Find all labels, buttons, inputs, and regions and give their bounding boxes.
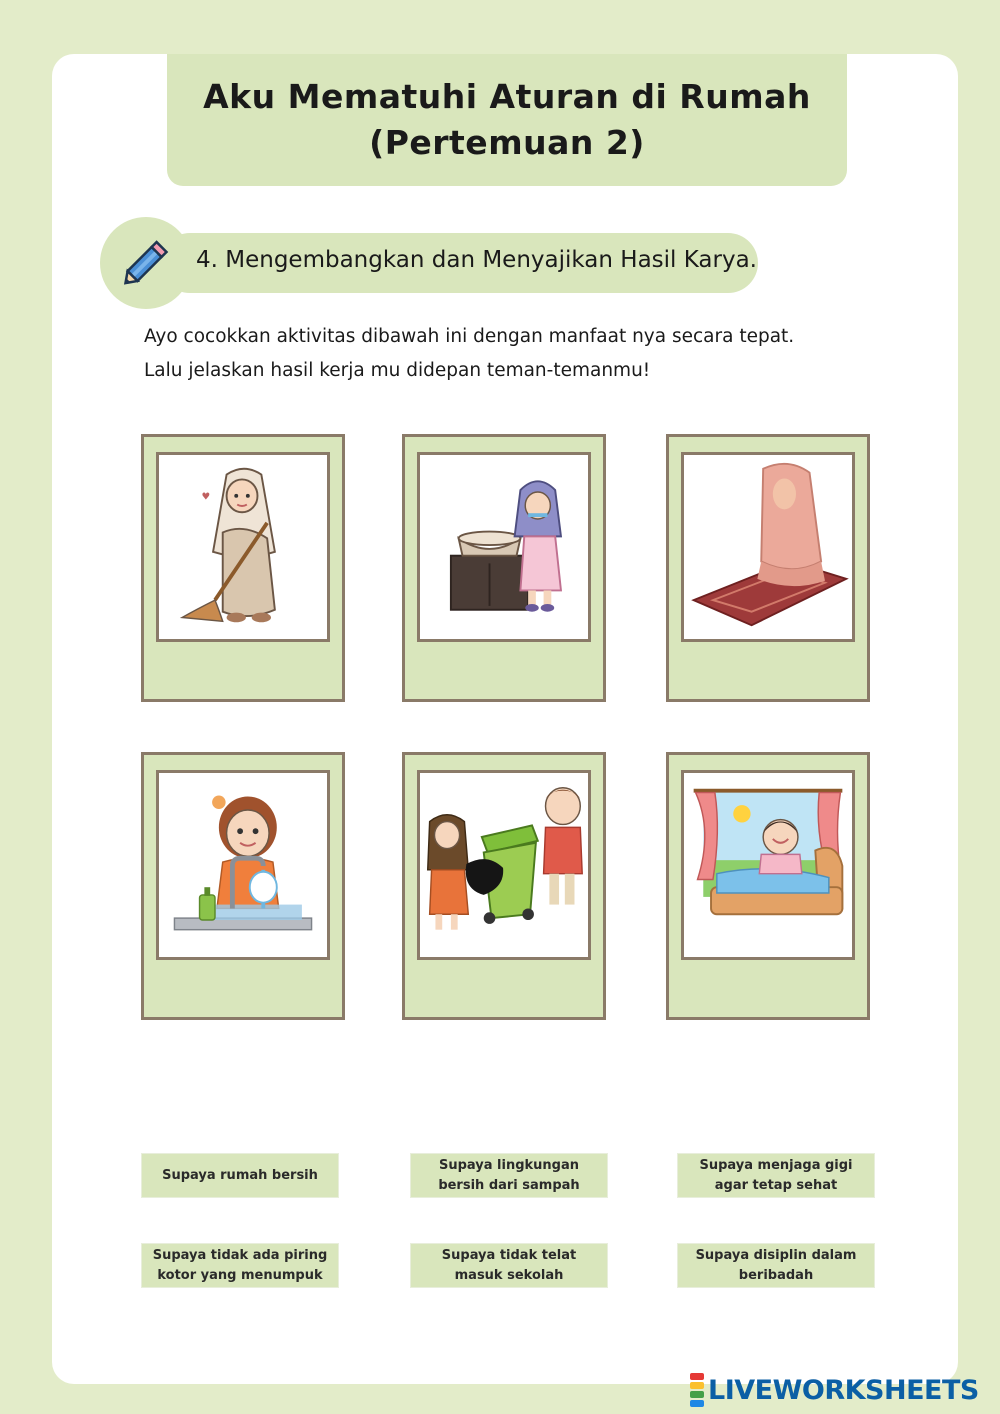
answer-text: bersih dari sampah <box>438 1177 580 1193</box>
pencil-icon <box>118 236 174 292</box>
activity-card-waking-up[interactable] <box>666 752 870 1020</box>
answer-text: Supaya tidak telat <box>441 1247 577 1263</box>
activity-card-throwing-trash[interactable] <box>402 752 606 1020</box>
answer-chip-disiplin-beribadah[interactable] <box>677 1243 875 1288</box>
answer-text: kotor yang menumpuk <box>157 1267 323 1283</box>
brand-name: LIVEWORKSHEETS <box>708 1374 979 1406</box>
answer-text: Supaya rumah bersih <box>162 1167 318 1183</box>
card-picture <box>156 770 330 960</box>
page-title: Aku Mematuhi Aturan di Rumah <box>203 77 811 116</box>
girl-washing-dishes-illustration <box>159 773 327 957</box>
answer-text: beribadah <box>738 1267 814 1283</box>
answer-text: masuk sekolah <box>454 1267 564 1283</box>
card-picture <box>417 452 591 642</box>
logo-badge-icon <box>690 1373 704 1407</box>
card-picture <box>156 452 330 642</box>
child-waking-up-in-bed-illustration <box>684 773 852 957</box>
card-picture <box>681 770 855 960</box>
card-picture <box>417 770 591 960</box>
activity-card-brushing-teeth[interactable] <box>402 434 606 702</box>
answer-text: Supaya tidak ada piring <box>152 1247 328 1263</box>
answer-chip-tidak-telat[interactable] <box>410 1243 608 1288</box>
card-picture <box>681 452 855 642</box>
page-subtitle: (Pertemuan 2) <box>369 123 645 162</box>
activity-card-washing-dishes[interactable] <box>141 752 345 1020</box>
answer-chip-piring-kotor[interactable] <box>141 1243 339 1288</box>
children-throwing-trash-illustration <box>420 773 588 957</box>
activity-card-sweeping[interactable] <box>141 434 345 702</box>
liveworksheets-logo[interactable] <box>690 1372 979 1408</box>
section-heading: 4. Mengembangkan dan Menyajikan Hasil Karya. <box>196 247 757 273</box>
answer-text: Supaya lingkungan <box>438 1157 580 1173</box>
title-banner <box>167 54 847 186</box>
woman-praying-on-mat-illustration <box>684 455 852 639</box>
activity-card-praying[interactable] <box>666 434 870 702</box>
answer-chip-lingkungan-bersih[interactable] <box>410 1153 608 1198</box>
answer-text: Supaya menjaga gigi <box>699 1157 853 1173</box>
answer-text: agar tetap sehat <box>714 1177 838 1193</box>
girl-brushing-teeth-illustration <box>420 455 588 639</box>
answer-text: Supaya disiplin dalam <box>695 1247 857 1263</box>
instruction-line-1: Ayo cocokkan aktivitas dibawah ini dengan manfaat nya secara tepat. <box>144 326 795 347</box>
svg-text:♥: ♥ <box>201 491 211 503</box>
instruction-line-2: Lalu jelaskan hasil kerja mu didepan teman-temanmu! <box>144 360 651 381</box>
answer-chip-gigi-sehat[interactable] <box>677 1153 875 1198</box>
girl-sweeping-floor-illustration <box>159 455 327 639</box>
answer-chip-rumah-bersih[interactable] <box>141 1153 339 1198</box>
